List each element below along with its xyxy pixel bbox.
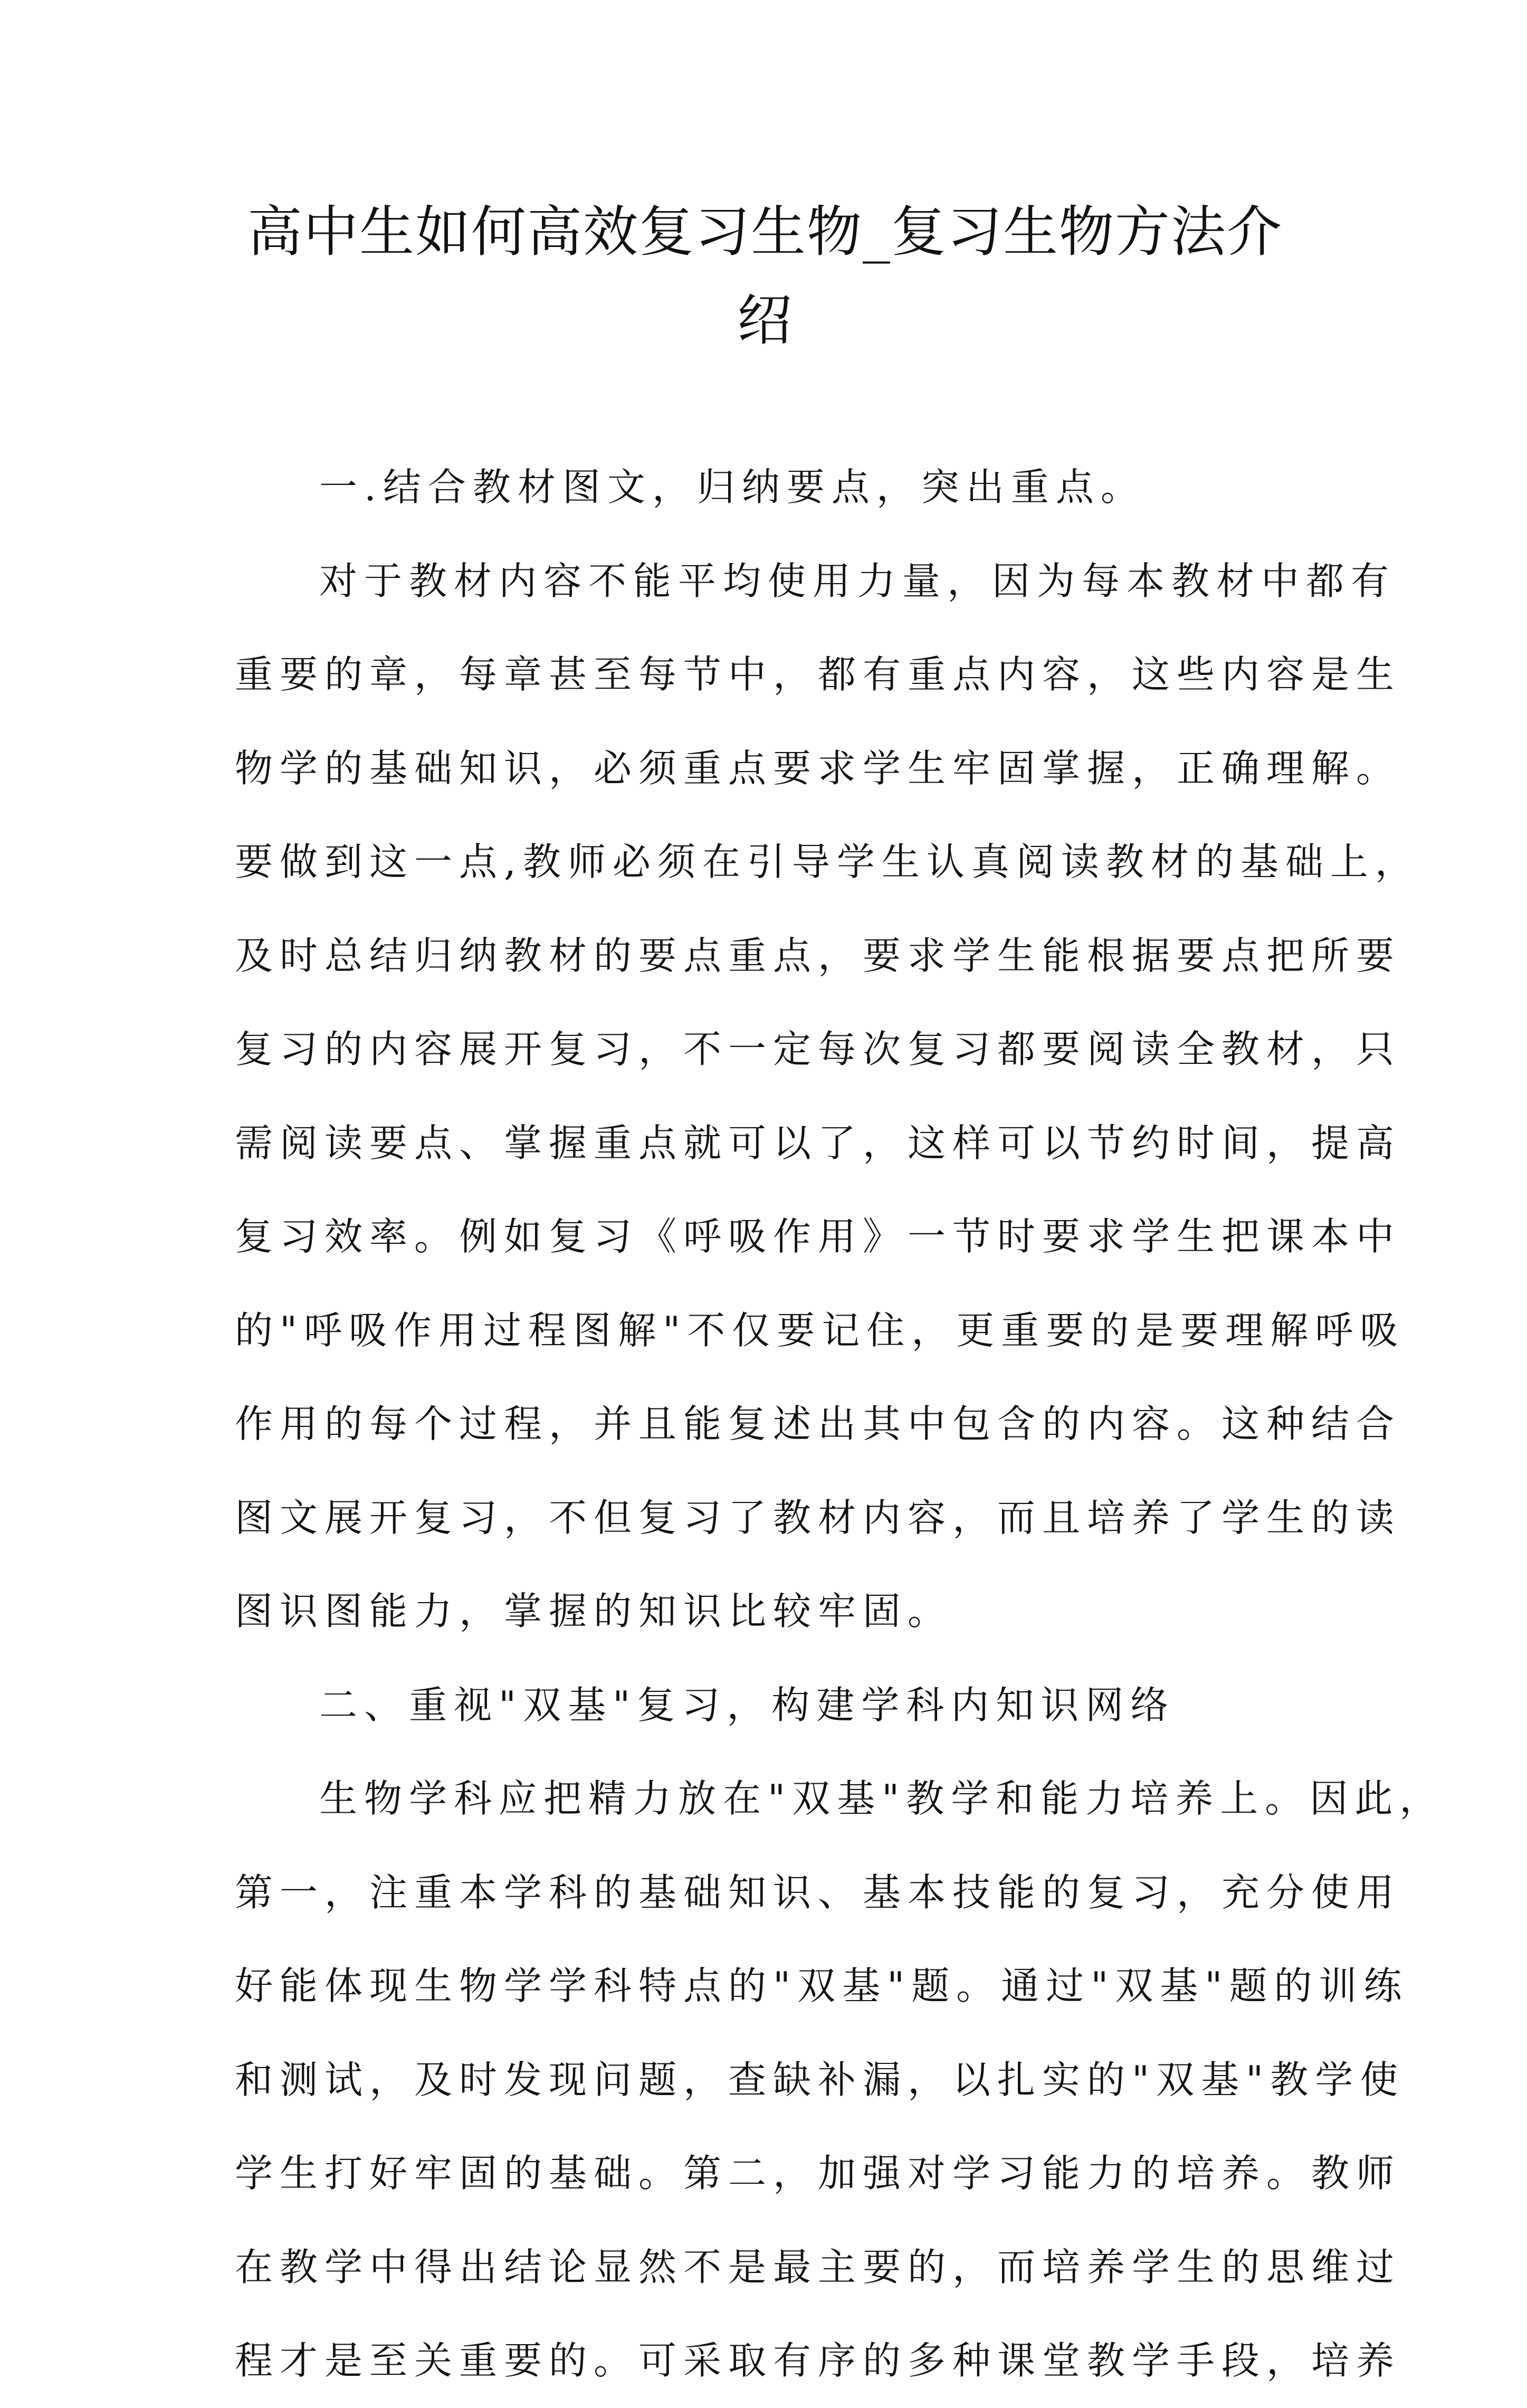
paragraph-line: 及时总结归纳教材的要点重点，要求学生能根据要点把所要 [235,933,1401,978]
paragraph-line: 学生打好牢固的基础。第二，加强对学习能力的培养。教师 [235,2151,1401,2195]
paragraph-line: 在教学中得出结论显然不是最主要的，而培养学生的思维过 [235,2244,1401,2289]
title-line-2: 绍 [737,288,793,353]
paragraph-line: 的"呼吸作用过程图解"不仅要记住，更重要的是要理解呼吸 [235,1308,1405,1353]
paragraph-line: 图文展开复习，不但复习了教材内容，而且培养了学生的读 [235,1495,1401,1540]
paragraph-line: 程才是至关重要的。可采取有序的多种课堂教学手段，培养 [235,2338,1401,2383]
paragraph-line: 重要的章，每章甚至每节中，都有重点内容，这些内容是生 [235,652,1401,697]
paragraph-line: 和测试，及时发现问题，查缺补漏，以扎实的"双基"教学使 [235,2057,1405,2102]
paragraph-line: 复习效率。例如复习《呼吸作用》一节时要求学生把课本中 [235,1214,1401,1259]
paragraph-line: 需阅读要点、掌握重点就可以了，这样可以节约时间，提高 [235,1120,1401,1165]
paragraph-line: 第一，注重本学科的基础知识、基本技能的复习，充分使用 [235,1870,1401,1915]
document-body [235,441,1445,2408]
paragraph-line: 物学的基础知识，必须重点要求学生牢固掌握，正确理解。 [235,746,1401,791]
section-heading-2: 二、重视"双基"复习，构建学科内知识网络 [319,1682,1176,1727]
section-heading-1: 一.结合教材图文，归纳要点，突出重点。 [319,465,1146,509]
paragraph-line: 对于教材内容不能平均使用力量，因为每本教材中都有 [319,558,1396,603]
title-line-1: 高中生如何高效复习生物_复习生物方法介 [247,199,1283,264]
paragraph-line: 要做到这一点,教师必须在引导学生认真阅读教材的基础上， [235,840,1420,884]
document-title [232,187,1298,365]
paragraph-line: 作用的每个过程，并且能复述出其中包含的内容。这种结合 [235,1402,1401,1446]
paragraph-line: 图识图能力，掌握的知识比较牢固。 [235,1589,953,1633]
paragraph-line: 好能体现生物学学科特点的"双基"题。通过"双基"题的训练 [235,1964,1409,2008]
paragraph-line: 生物学科应把精力放在"双基"教学和能力培养上。因此， [319,1776,1445,1821]
paragraph-line: 复习的内容展开复习，不一定每次复习都要阅读全教材，只 [235,1027,1401,1071]
